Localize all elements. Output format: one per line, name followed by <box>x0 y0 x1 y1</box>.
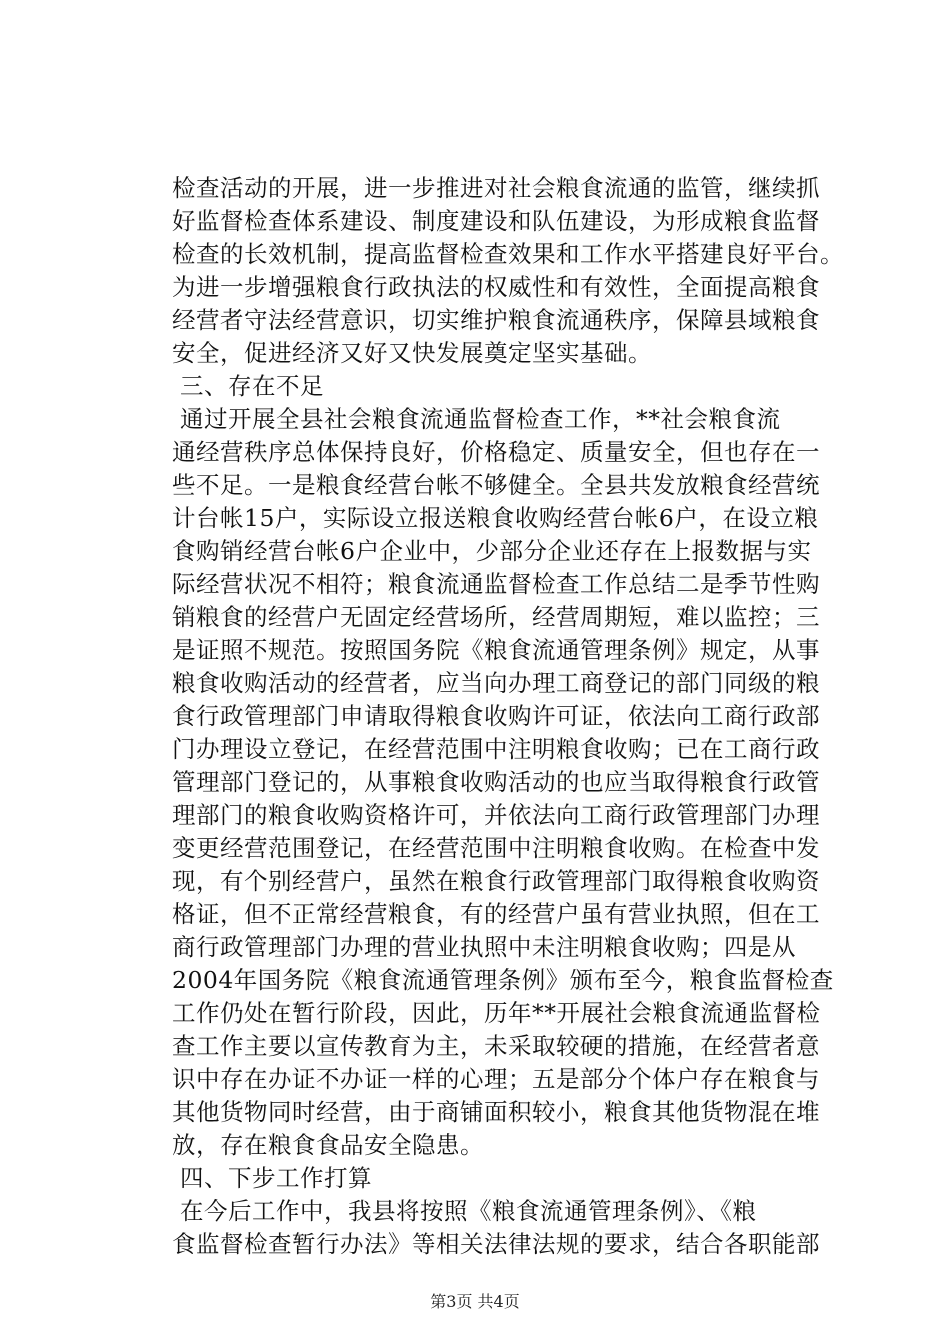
body-text-line: 通经营秩序总体保持良好，价格稳定、质量安全，但也存在一 <box>172 438 820 466</box>
page-footer: 第3页 共4页 <box>430 1292 520 1311</box>
body-text-line: 检查活动的开展，进一步推进对社会粮食流通的监管，继续抓 <box>172 174 820 202</box>
body-text-line: 格证，但不正常经营粮食，有的经营户虽有营业执照，但在工 <box>172 900 820 928</box>
body-text-line: 理部门的粮食收购资格许可，并依法向工商行政管理部门办理 <box>172 801 820 829</box>
body-text-line: 其他货物同时经营，由于商铺面积较小，粮食其他货物混在堆 <box>172 1098 820 1126</box>
body-text-line: 变更经营范围登记，在经营范围中注明粮食收购。在检查中发 <box>172 834 820 862</box>
body-text-line: 商行政管理部门办理的营业执照中未注明粮食收购；四是从 <box>172 933 796 961</box>
body-text-line: 2004年国务院《粮食流通管理条例》颁布至今，粮食监督检查 <box>172 966 834 994</box>
body-text-line: 销粮食的经营户无固定经营场所，经营周期短，难以监控；三 <box>172 603 820 631</box>
body-text-line: 粮食收购活动的经营者，应当向办理工商登记的部门同级的粮 <box>172 669 820 697</box>
body-text-line: 管理部门登记的，从事粮食收购活动的也应当取得粮食行政管 <box>172 768 820 796</box>
body-text-line: 现，有个别经营户，虽然在粮食行政管理部门取得粮食收购资 <box>172 867 820 895</box>
body-text-line: 是证照不规范。按照国务院《粮食流通管理条例》规定，从事 <box>172 636 820 664</box>
section-heading: 四、下步工作打算 <box>180 1164 372 1192</box>
section-heading: 三、存在不足 <box>180 372 324 400</box>
body-text-line: 在今后工作中，我县将按照《粮食流通管理条例》、《粮 <box>180 1197 757 1225</box>
body-text-line: 门办理设立登记，在经营范围中注明粮食收购；已在工商行政 <box>172 735 820 763</box>
body-text-line: 际经营状况不相符；粮食流通监督检查工作总结二是季节性购 <box>172 570 820 598</box>
body-text-line: 计台帐15户，实际设立报送粮食收购经营台帐6户，在设立粮 <box>172 504 819 532</box>
body-text-line: 食购销经营台帐6户企业中，少部分企业还存在上报数据与实 <box>172 537 812 565</box>
body-text-line: 安全，促进经济又好又快发展奠定坚实基础。 <box>172 339 652 367</box>
body-text-line: 识中存在办证不办证一样的心理；五是部分个体户存在粮食与 <box>172 1065 820 1093</box>
body-text-line: 放，存在粮食食品安全隐患。 <box>172 1131 484 1159</box>
body-text-line: 为进一步增强粮食行政执法的权威性和有效性，全面提高粮食 <box>172 273 820 301</box>
body-text-line: 检查的长效机制，提高监督检查效果和工作水平搭建良好平台。 <box>172 240 844 268</box>
body-text-line: 好监督检查体系建设、制度建设和队伍建设，为形成粮食监督 <box>172 207 820 235</box>
body-text-line: 查工作主要以宣传教育为主，未采取较硬的措施，在经营者意 <box>172 1032 820 1060</box>
body-text-line: 通过开展全县社会粮食流通监督检查工作，**社会粮食流 <box>180 405 781 433</box>
body-text-line: 食监督检查暂行办法》等相关法律法规的要求，结合各职能部 <box>172 1230 820 1258</box>
body-text-line: 些不足。一是粮食经营台帐不够健全。全县共发放粮食经营统 <box>172 471 820 499</box>
body-text-line: 食行政管理部门申请取得粮食收购许可证，依法向工商行政部 <box>172 702 820 730</box>
body-text-line: 经营者守法经营意识，切实维护粮食流通秩序，保障县域粮食 <box>172 306 820 334</box>
body-text-line: 工作仍处在暂行阶段，因此，历年**开展社会粮食流通监督检 <box>172 999 821 1027</box>
